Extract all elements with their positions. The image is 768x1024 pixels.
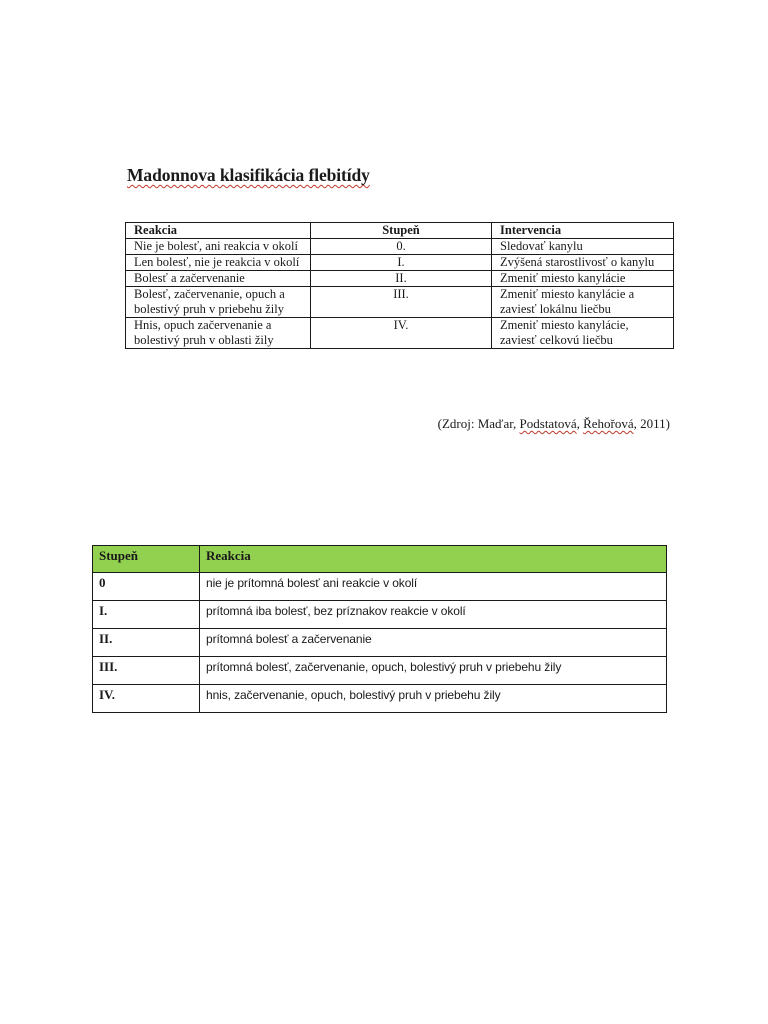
header-stupen: Stupeň (311, 223, 492, 239)
cell-reakcia: Bolesť a začervenanie (126, 271, 311, 287)
table-row (126, 287, 674, 318)
cell-reaction: nie je prítomná bolesť ani reakcie v okolí (200, 573, 667, 601)
table-header-row (126, 223, 674, 239)
table-row (93, 685, 667, 713)
header-stupen: Stupeň (93, 546, 200, 573)
table-row (93, 573, 667, 601)
source-author-3: Řehořová (583, 416, 634, 431)
cell-grade: I. (93, 601, 200, 629)
source-author-2: Podstatová (519, 416, 577, 431)
cell-reakcia: Len bolesť, nie je reakcia v okolí (126, 255, 311, 271)
table-row (93, 657, 667, 685)
grade-table (92, 545, 667, 713)
grade-header-row (93, 546, 667, 573)
cell-grade: 0 (93, 573, 200, 601)
table-row (126, 255, 674, 271)
cell-stupen: I. (311, 255, 492, 271)
cell-intervencia: Zmeniť miesto kanylácie, zaviesť celkovú liečbu (492, 318, 674, 349)
cell-intervencia: Zmeniť miesto kanylácie a zaviesť lokálnu liečbu (492, 287, 674, 318)
classification-table (125, 222, 674, 349)
table-row (126, 318, 674, 349)
cell-stupen: IV. (311, 318, 492, 349)
header-reakcia: Reakcia (126, 223, 311, 239)
cell-reakcia: Nie je bolesť, ani reakcia v okolí (126, 239, 311, 255)
cell-reaction: prítomná iba bolesť, bez príznakov reakcie v okolí (200, 601, 667, 629)
source-open: (Zdroj: Maďar, (437, 416, 520, 431)
cell-intervencia: Zmeniť miesto kanylácie (492, 271, 674, 287)
table-row (93, 629, 667, 657)
header-reakcia: Reakcia (200, 546, 667, 573)
table-row (126, 271, 674, 287)
cell-stupen: II. (311, 271, 492, 287)
header-intervencia: Intervencia (492, 223, 674, 239)
cell-stupen: III. (311, 287, 492, 318)
source-citation (438, 416, 670, 431)
cell-reaction: hnis, začervenanie, opuch, bolestivý pruh v priebehu žily (200, 685, 667, 713)
source-close: , 2011) (633, 416, 670, 431)
cell-grade: IV. (93, 685, 200, 713)
table-row (93, 601, 667, 629)
table-row (126, 239, 674, 255)
cell-reaction: prítomná bolesť, začervenanie, opuch, bolestivý pruh v priebehu žily (200, 657, 667, 685)
cell-reakcia: Hnis, opuch začervenanie a bolestivý pruh v oblasti žily (126, 318, 311, 349)
cell-reaction: prítomná bolesť a začervenanie (200, 629, 667, 657)
cell-intervencia: Zvýšená starostlivosť o kanylu (492, 255, 674, 271)
cell-reakcia: Bolesť, začervenanie, opuch a bolestivý pruh v priebehu žily (126, 287, 311, 318)
document-title: Madonnova klasifikácia flebitídy (127, 165, 370, 185)
cell-intervencia: Sledovať kanylu (492, 239, 674, 255)
source-sep: , (576, 416, 584, 431)
cell-stupen: 0. (311, 239, 492, 255)
cell-grade: II. (93, 629, 200, 657)
cell-grade: III. (93, 657, 200, 685)
